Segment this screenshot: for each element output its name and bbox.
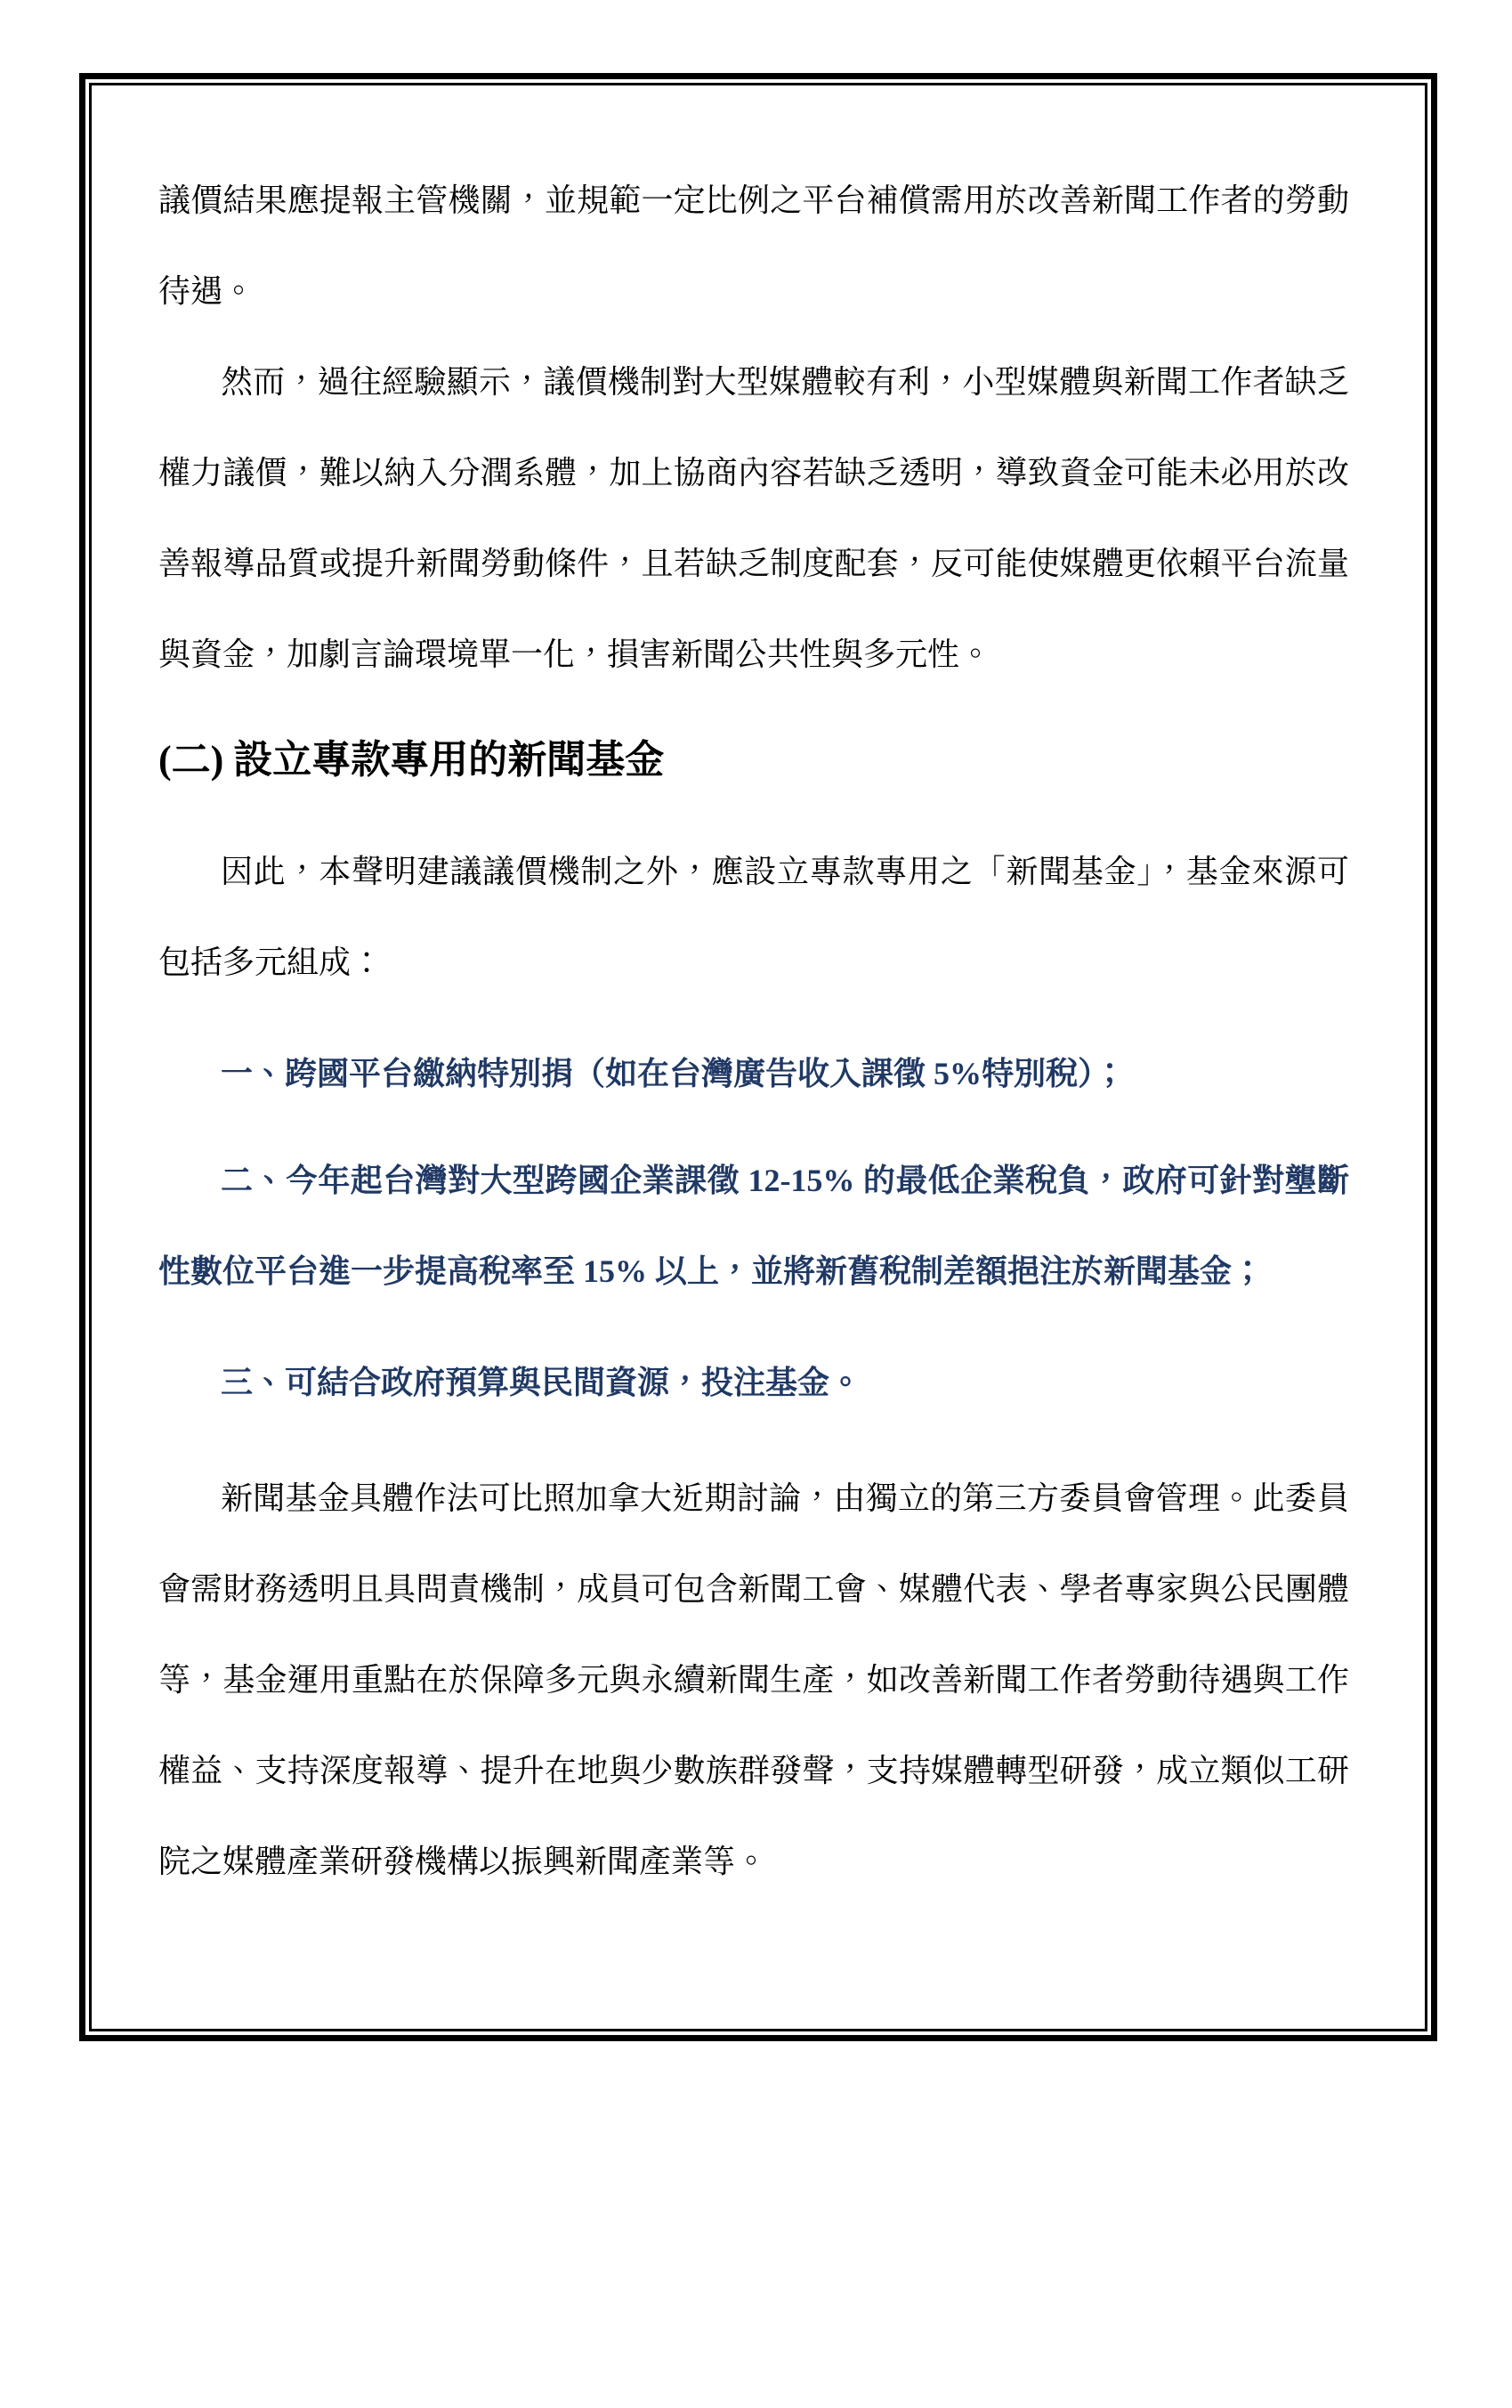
paragraph-bargaining-result: 議價結果應提報主管機關，並規範一定比例之平台補償需用於改善新聞工作者的勞動待遇。	[158, 182, 1349, 309]
paragraph-however-critique: 然而，過往經驗顯示，議價機制對大型媒體較有利，小型媒體與新聞工作者缺乏權力議價，難以納入分潤系體，加上協商內容若缺乏透明，導致資金可能未必用於改善報導品質或提升新聞勞動條件，且若缺乏制度配套，反可能使媒體更依賴平台流量與資金，加劇言論環境單一化，損害新聞公共性與多元性。	[158, 364, 1349, 672]
page-border-outer	[79, 73, 1437, 2041]
fund-source-item-2: 二、今年起台灣對大型跨國企業課徵 12-15% 的最低企業稅負，政府可針對壟斷性數位平台進一步提高稅率至 15% 以上，並將新舊稅制差額挹注於新聞基金；	[158, 1163, 1349, 1289]
paragraph-therefore-proposal: 因此，本聲明建議議價機制之外，應設立專款專用之「新聞基金」，基金來源可包括多元組成：	[158, 854, 1349, 980]
paragraph-fund-operation: 新聞基金具體作法可比照加拿大近期討論，由獨立的第三方委員會管理。此委員會需財務透明且具問責機制，成員可包含新聞工會、媒體代表、學者專家與公民團體等，基金運用重點在於保障多元與永續新聞生產，如改善新聞工作者勞動待遇與工作權益、支持深度報導、提升在地與少數族群發聲，支持媒體轉型研發，成立類似工研院之媒體產業研發機構以振興新聞產業等。	[158, 1480, 1349, 1879]
section-heading-news-fund: (二) 設立專款專用的新聞基金	[158, 738, 665, 782]
fund-source-item-3: 三、可結合政府預算與民間資源，投注基金。	[221, 1365, 862, 1400]
document-body	[92, 85, 1425, 2029]
page-border-inner	[89, 83, 1427, 2031]
fund-source-item-1: 一、跨國平台繳納特別捐（如在台灣廣告收入課徵 5%特別稅）；	[221, 1056, 1127, 1091]
